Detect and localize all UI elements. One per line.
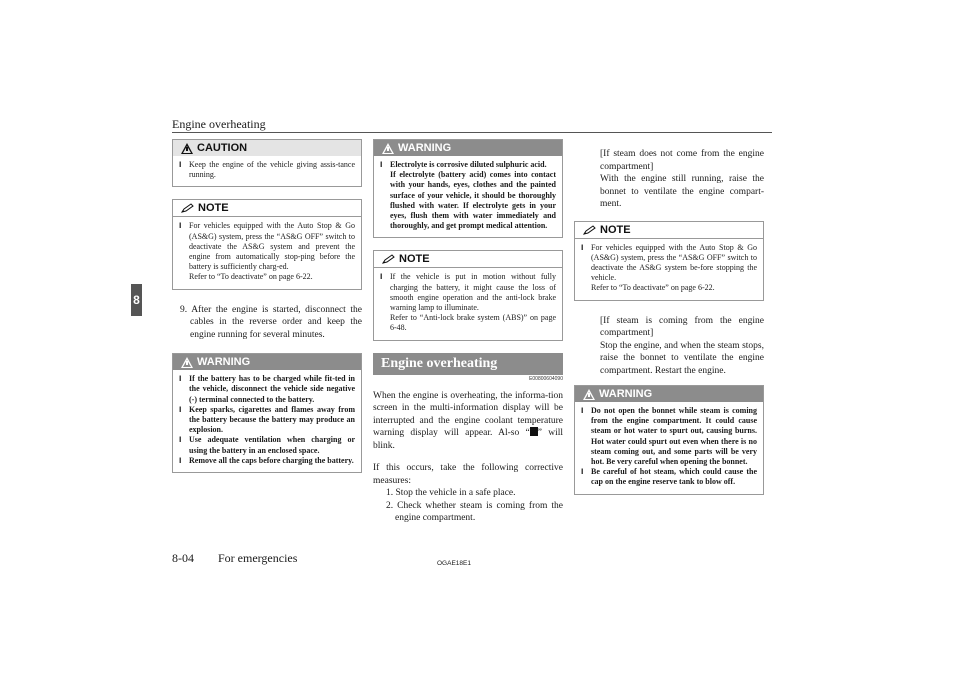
section-heading: Engine overheating [373,353,563,375]
case2-text: Stop the engine, and when the steam stops, raise the bonnet to ventilate the engine compartment. Restart the engine. [600,340,764,376]
warning-triangle-icon [382,143,394,154]
warning-label: WARNING [197,356,251,369]
chapter-tab: 8 [131,284,142,316]
column-2 [373,139,563,525]
header-rule [172,132,772,133]
warning-item: l Electrolyte is corrosive diluted sulphuric acid. [380,160,556,170]
caution-box [172,139,362,187]
note-label: NOTE [198,202,229,215]
warning-item: l Keep sparks, cigarettes and flames away from the battery because the battery may produce an explosion. [179,405,355,436]
note-label: NOTE [399,253,430,266]
warning-triangle-icon [181,357,193,368]
pencil-icon [181,203,194,213]
note-reference: Refer to “To deactivate” on page 6-22. [591,283,715,293]
warning-triangle-icon [181,143,193,154]
coolant-temperature-icon [530,427,538,436]
note-box [172,199,362,289]
note-item: l If the vehicle is put in motion without fully charging the battery, it might cause the loss of smooth engine operation and the anti-lock brake warning lamp to illuminate. [380,272,556,313]
footer-chapter: For emergencies [218,551,298,565]
warning-item: l Do not open the bonnet while steam is coming from the engine compartment. It could cause steam or hot water to spurt out, causing burns. Hot water could spurt out even when there is no steam coming out, and some parts will be very hot. Be very careful when opening the bonnet. [581,406,757,467]
intro-paragraph: When the engine is overheating, the informa-tion screen in the multi-information display will be interrupted and the engine coolant temperature warning display will appear. Al-so “ ” will blink. [373,390,563,451]
warning-item: l If the battery has to be charged while fit-ted in the vehicle, disconnect the vehicle side negative (-) terminal connected to the battery. [179,374,355,405]
pencil-icon [583,225,596,235]
note-label: NOTE [600,223,631,236]
warning-triangle-icon [583,389,595,400]
warning-box [172,353,362,473]
warning-label: WARNING [599,388,653,401]
warning-item: l Use adequate ventilation when charging or using the battery in an enclosed space. [179,435,355,455]
measures-intro: If this occurs, take the following corrective measures: [373,463,563,486]
warning-item: l Be careful of hot steam, which could cause the cap on the engine reserve tank to blow off. [581,467,757,487]
page-number: 8-04 [172,551,194,565]
note-reference: Refer to “Anti-lock brake system (ABS)” on page 6-48. [390,313,556,333]
warning-continuation: If electrolyte (battery acid) comes into contact with your hands, eyes, clothes and the painted surface of your vehicle, it should be thoroughly flushed with water. If electrolyte gets in your eyes, flush them with water immediately and thoroughly, and get prompt medical attention. [390,170,556,231]
section-code: E00800604090 [529,375,563,382]
note-item: l For vehicles equipped with the Auto Stop & Go (AS&G) system, press the “AS&G OFF” switch to deactivate the AS&G system and prevent the engine from automatically stop-ping before the battery is sufficiently charg-ed. [179,221,355,272]
case1-text: With the engine still running, raise the bonnet to ventilate the engine compart-ment. [600,174,764,209]
caution-item: l Keep the engine of the vehicle giving assis-tance running. [179,160,355,180]
column-3 [574,148,764,507]
case2-title: [If steam is coming from the engine compartment] [600,315,764,339]
document-code: OGAE18E1 [437,560,471,567]
note-box [574,221,764,301]
warning-item: l Remove all the caps before charging the battery. [179,456,355,466]
warning-box [373,139,563,238]
warning-label: WARNING [398,142,452,154]
step-9: 9. After the engine is started, disconnect the cables in the reverse order and keep the engine running for several minutes. [180,304,362,340]
pencil-icon [382,254,395,264]
column-1 [172,139,362,485]
note-reference: Refer to “To deactivate” on page 6-22. [189,272,313,282]
step-item: 2. Check whether steam is coming from the engine compartment. [386,500,563,524]
caution-label: CAUTION [197,142,248,154]
step-item: 1. Stop the vehicle in a safe place. [386,488,516,499]
note-box [373,250,563,340]
warning-box [574,385,764,495]
case1-title: [If steam does not come from the engine compartment] [600,149,764,172]
note-item: l For vehicles equipped with the Auto Stop & Go (AS&G) system, press the “AS&G OFF” switch to deactivate the AS&G system be-fore stopping the vehicle. [581,243,757,284]
running-header: Engine overheating [172,117,266,131]
